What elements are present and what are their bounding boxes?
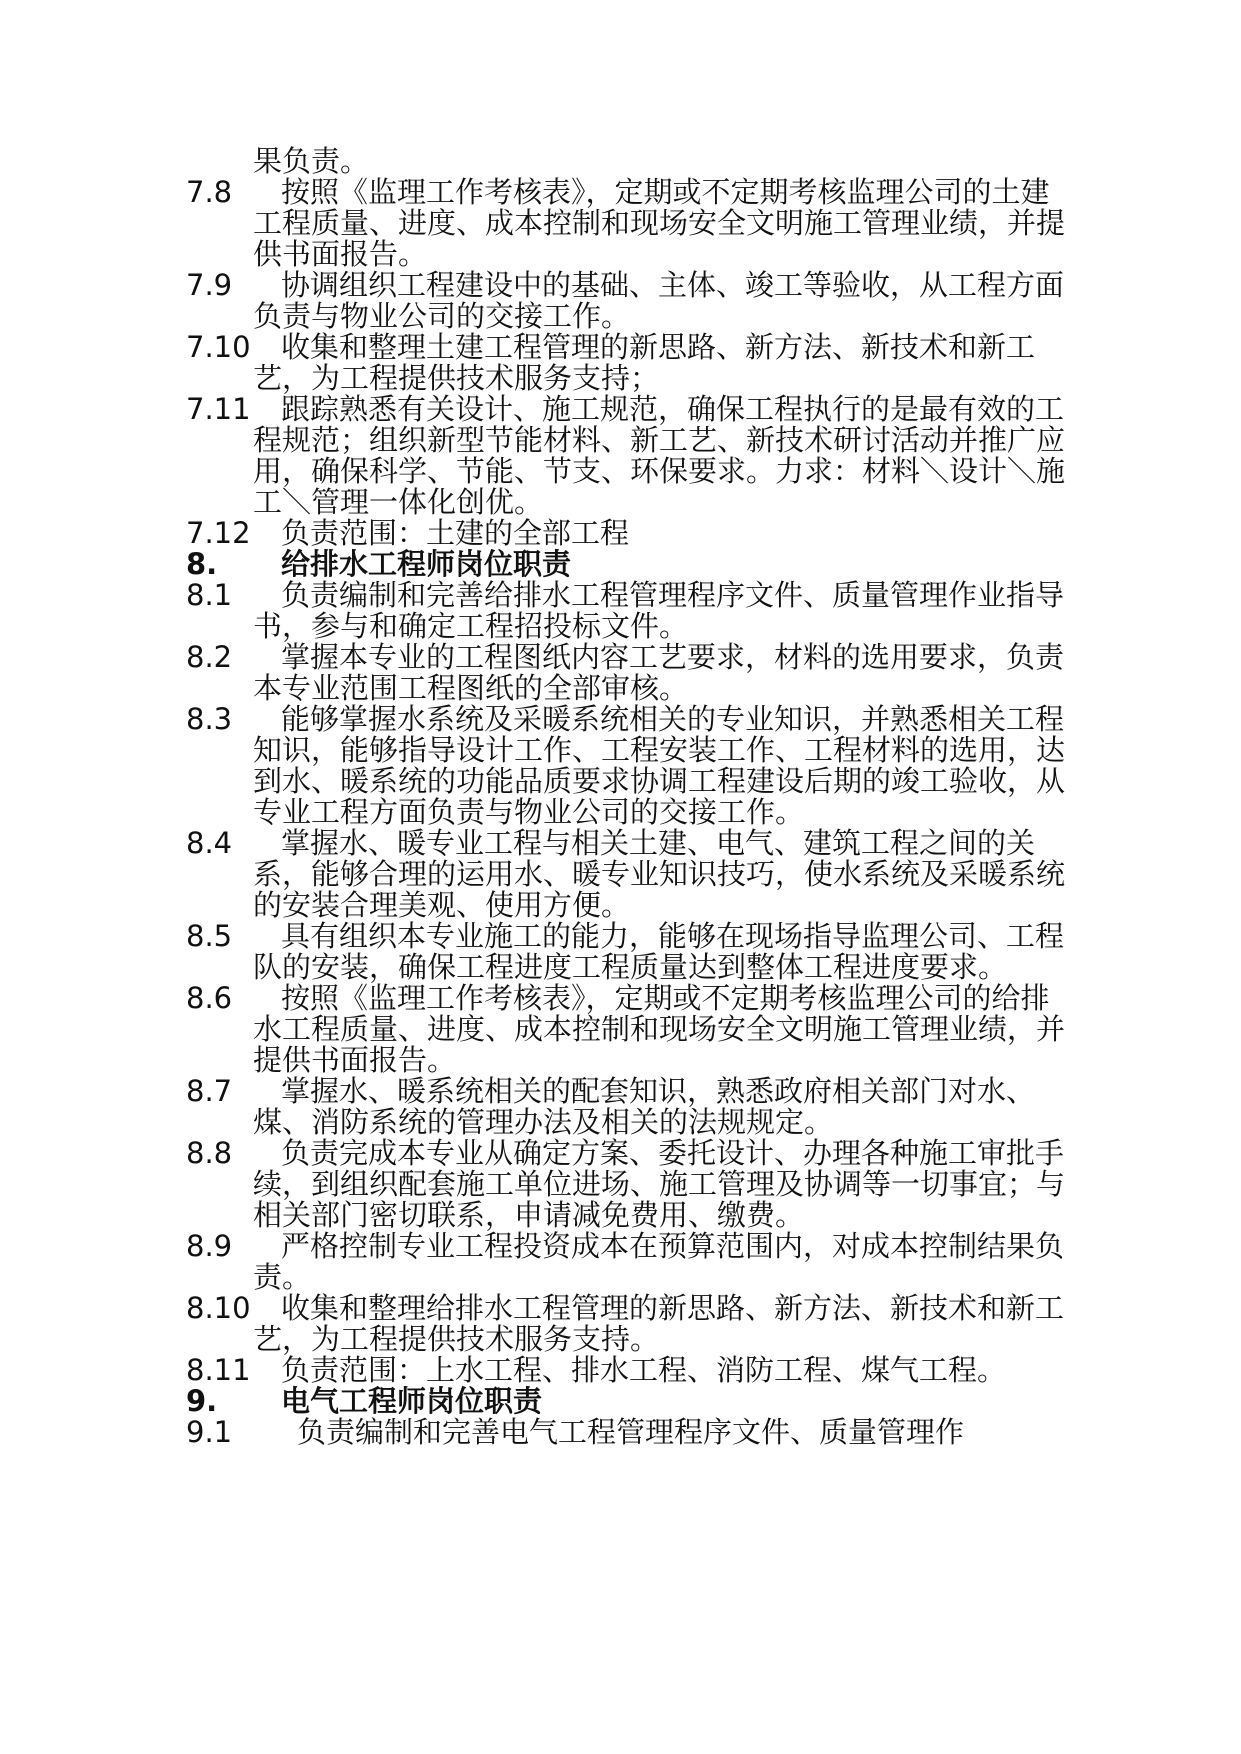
item-number: 8.4 — [186, 826, 233, 860]
section-number: 8. — [186, 547, 218, 581]
item-number: 8.7 — [186, 1074, 233, 1108]
item-text: 跟踪熟悉有关设计、施工规范，确保工程执行的是最有效的工程规范；组织新型节能材料、新工艺、新技术研讨活动并推广应用，确保科学、节能、节支、环保要求。力求：材料＼设计＼施工＼管理一体化创优。 — [253, 392, 1066, 519]
item-number: 9.1 — [186, 1415, 233, 1449]
item-text: 负责完成本专业从确定方案、委托设计、办理各种施工审批手续，到组织配套施工单位进场、施工管理及协调等一切事宜；与相关部门密切联系，申请减免费用、缴费。 — [253, 1136, 1066, 1232]
list-item — [186, 921, 1066, 983]
item-text: 负责范围：土建的全部工程 — [281, 516, 630, 550]
item-number: 8.9 — [186, 1229, 233, 1263]
item-number: 8.2 — [186, 640, 233, 674]
item-text: 能够掌握水系统及采暖系统相关的专业知识，并熟悉相关工程知识，能够指导设计工作、工程安装工作、工程材料的选用，达到水、暖系统的功能品质要求协调工程建设后期的竣工验收，从专业工程方面负责与物业公司的交接工作。 — [253, 702, 1066, 829]
section-heading — [186, 549, 1066, 580]
item-text: 具有组织本专业施工的能力，能够在现场指导监理公司、工程队的安装，确保工程进度工程质量达到整体工程进度要求。 — [253, 919, 1065, 984]
item-number: 8.3 — [186, 702, 233, 736]
item-text: 掌握水、暖系统相关的配套知识，熟悉政府相关部门对水、煤、消防系统的管理办法及相关的法规规定。 — [253, 1074, 1036, 1139]
item-text: 收集和整理土建工程管理的新思路、新方法、新技术和新工艺，为工程提供技术服务支持； — [253, 330, 1036, 395]
section-number: 9. — [186, 1384, 218, 1418]
item-text: 掌握水、暖专业工程与相关土建、电气、建筑工程之间的关系，能够合理的运用水、暖专业知识技巧，使水系统及采暖系统的安装合理美观、使用方便。 — [253, 826, 1066, 922]
item-number: 8.8 — [186, 1136, 233, 1170]
item-text: 按照《监理工作考核表》，定期或不定期考核监理公司的给排水工程质量、进度、成本控制和现场安全文明施工管理业绩，并提供书面报告。 — [253, 981, 1066, 1077]
item-number: 7.10 — [186, 330, 251, 364]
item-text: 严格控制专业工程投资成本在预算范围内，对成本控制结果负责。 — [253, 1229, 1065, 1294]
list-item — [186, 332, 1066, 394]
item-number: 7.9 — [186, 268, 233, 302]
list-item — [186, 580, 1066, 642]
list-item — [186, 518, 1066, 549]
list-item — [186, 704, 1066, 828]
list-item — [186, 177, 1066, 270]
list-item — [186, 828, 1066, 921]
list-item — [186, 642, 1066, 704]
item-text: 掌握本专业的工程图纸内容工艺要求，材料的选用要求，负责本专业范围工程图纸的全部审核。 — [253, 640, 1065, 705]
list-item — [186, 1417, 1066, 1448]
item-text: 按照《监理工作考核表》，定期或不定期考核监理公司的土建工程质量、进度、成本控制和现场安全文明施工管理业绩，并提供书面报告。 — [253, 175, 1066, 271]
item-number: 8.11 — [186, 1353, 251, 1387]
item-text: 负责编制和完善电气工程管理程序文件、质量管理作 — [297, 1415, 965, 1449]
section-heading — [186, 1386, 1066, 1417]
item-number: 7.11 — [186, 392, 251, 426]
continuation-text: 果负责。 — [253, 144, 370, 178]
list-item — [186, 1231, 1066, 1293]
list-item — [186, 1138, 1066, 1231]
item-number: 7.8 — [186, 175, 233, 209]
item-text: 负责编制和完善给排水工程管理程序文件、质量管理作业指导书，参与和确定工程招投标文件。 — [253, 578, 1065, 643]
item-number: 7.12 — [186, 516, 251, 550]
item-text: 负责范围：上水工程、排水工程、消防工程、煤气工程。 — [281, 1353, 1007, 1387]
list-item — [186, 983, 1066, 1076]
item-number: 8.6 — [186, 981, 233, 1015]
item-number: 8.1 — [186, 578, 233, 612]
list-item — [186, 270, 1066, 332]
list-item — [186, 1076, 1066, 1138]
item-number: 8.5 — [186, 919, 233, 953]
section-title: 给排水工程师岗位职责 — [281, 547, 572, 581]
list-item — [186, 1355, 1066, 1386]
item-number: 8.10 — [186, 1291, 251, 1325]
item-text: 协调组织工程建设中的基础、主体、竣工等验收，从工程方面负责与物业公司的交接工作。 — [253, 268, 1065, 333]
document-body — [186, 146, 1066, 1448]
list-item — [186, 394, 1066, 518]
item-text: 收集和整理给排水工程管理的新思路、新方法、新技术和新工艺，为工程提供技术服务支持。 — [253, 1291, 1065, 1356]
list-item — [186, 1293, 1066, 1355]
section-title: 电气工程师岗位职责 — [281, 1384, 543, 1418]
